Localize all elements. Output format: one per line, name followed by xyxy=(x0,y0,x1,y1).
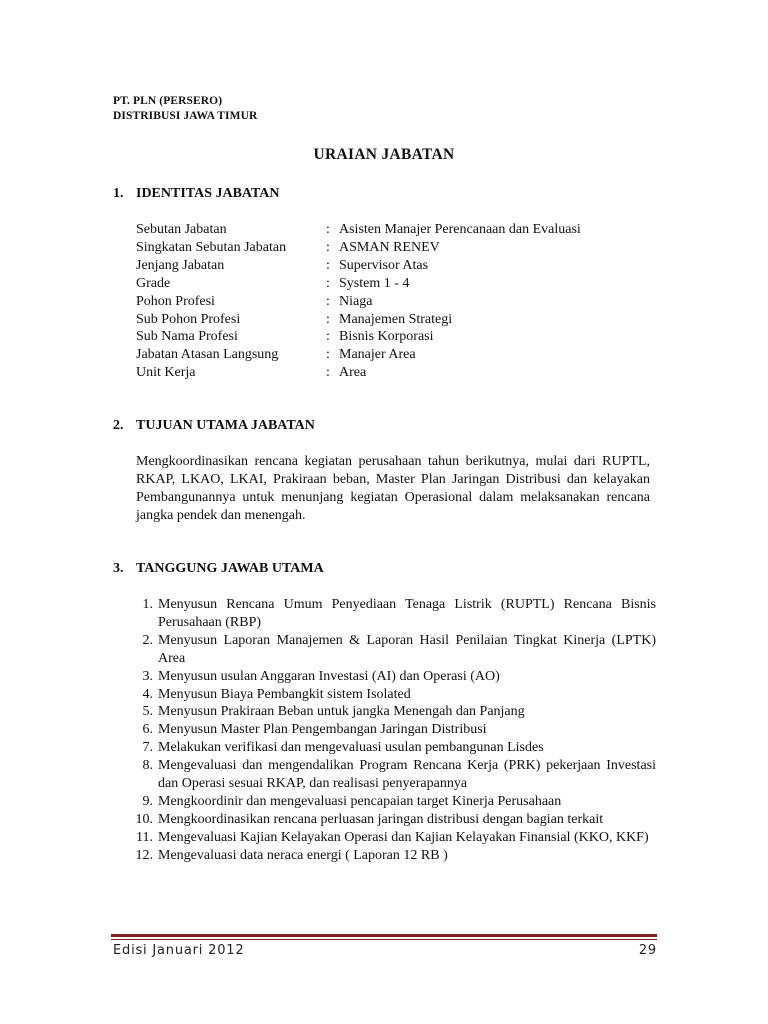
list-item-text: Mengevaluasi Kajian Kelayakan Operasi dan Kajian Kelayakan Finansial (KKO, KKF) xyxy=(158,829,649,845)
list-item xyxy=(113,811,656,829)
section-heading-identitas xyxy=(113,186,280,202)
list-item-text: Mengevaluasi dan mengendalikan Program Rencana Kerja (PRK) pekerjaan Investasi dan Operasi sesuai RKAP, dan realisasi penyerapannya xyxy=(158,758,656,792)
section-title: TUJUAN UTAMA JABATAN xyxy=(136,418,315,433)
identity-row xyxy=(136,364,581,382)
list-item-text: Menyusun usulan Anggaran Investasi (AI) dan Operasi (AO) xyxy=(158,668,500,684)
identity-row xyxy=(136,257,581,275)
footer-rule-thin xyxy=(111,939,657,940)
identity-label: Sub Nama Profesi xyxy=(136,329,238,345)
list-item xyxy=(113,632,656,668)
identity-colon: : xyxy=(326,275,330,291)
identity-table xyxy=(136,221,581,382)
list-item xyxy=(113,829,656,847)
list-item-text: Mengevaluasi data neraca energi ( Laporan 12 RB ) xyxy=(158,847,448,863)
list-item-text: Mengkoordinir dan mengevaluasi pencapaian target Kinerja Perusahaan xyxy=(158,793,562,809)
responsibilities-list xyxy=(113,596,656,865)
identity-colon: : xyxy=(326,347,330,363)
section-heading-tanggung-jawab xyxy=(113,561,324,577)
identity-value: Niaga xyxy=(339,293,373,309)
page-title: URAIAN JABATAN xyxy=(313,146,455,163)
division-name: DISTRIBUSI JAWA TIMUR xyxy=(113,110,258,122)
list-item xyxy=(113,847,656,865)
identity-row xyxy=(136,311,581,329)
list-item-number: 7. xyxy=(142,740,153,756)
identity-row xyxy=(136,293,581,311)
identity-value: Area xyxy=(339,365,367,381)
identity-value: Asisten Manajer Perencanaan dan Evaluasi xyxy=(339,222,581,237)
identity-label: Sub Pohon Profesi xyxy=(136,311,241,327)
list-item-number: 2. xyxy=(142,632,153,648)
section-title: TANGGUNG JAWAB UTAMA xyxy=(136,561,324,576)
list-item xyxy=(113,757,656,793)
list-item-number: 3. xyxy=(142,668,153,684)
identity-colon: : xyxy=(326,222,330,237)
list-item xyxy=(113,668,656,686)
section-number: 3. xyxy=(113,561,124,576)
identity-value: ASMAN RENEV xyxy=(339,239,440,255)
list-item-text: Mengkoordinasikan rencana perluasan jaringan distribusi dengan bagian terkait xyxy=(158,811,604,827)
section-number: 2. xyxy=(113,418,124,433)
purpose-paragraph: Mengkoordinasikan rencana kegiatan perusahaan tahun berikutnya, mulai dari RUPTL, RKAP, LKAO, LKAI, Prakiraan beban, Master Plan Jaringan Distribusi dan kelayakan Pembangunannya untuk menunjang kegiatan Operasional dalam melaksanakan rencana jangka pendek dan menengah. xyxy=(136,454,650,523)
list-item-number: 4. xyxy=(142,686,153,702)
list-item-number: 8. xyxy=(142,758,153,774)
identity-value: Supervisor Atas xyxy=(339,257,429,273)
section-heading-tujuan xyxy=(113,418,315,434)
list-item xyxy=(113,721,656,739)
list-item-number: 12. xyxy=(135,847,153,863)
list-item xyxy=(113,703,656,721)
list-item-text: Melakukan verifikasi dan mengevaluasi usulan pembangunan Lisdes xyxy=(158,740,544,756)
list-item-number: 1. xyxy=(142,597,153,612)
identity-label: Jabatan Atasan Langsung xyxy=(136,347,279,363)
list-item-number: 9. xyxy=(142,793,153,809)
identity-row xyxy=(136,328,581,346)
page-number: 29 xyxy=(638,943,657,958)
identity-colon: : xyxy=(326,257,330,273)
identity-value: Bisnis Korporasi xyxy=(339,329,434,345)
list-item xyxy=(113,686,656,704)
identity-label: Grade xyxy=(136,275,171,291)
list-item-number: 5. xyxy=(142,704,153,720)
list-item-number: 11. xyxy=(136,829,153,845)
list-item-text: Menyusun Rencana Umum Penyediaan Tenaga Listrik (RUPTL) Rencana Bisnis Perusahaan (RBP) xyxy=(158,597,656,630)
list-item xyxy=(113,739,656,757)
identity-label: Pohon Profesi xyxy=(136,293,215,309)
list-item-number: 10. xyxy=(135,811,153,827)
identity-value: Manajer Area xyxy=(339,347,416,363)
list-item-text: Menyusun Prakiraan Beban untuk jangka Menengah dan Panjang xyxy=(158,704,525,720)
identity-colon: : xyxy=(326,329,330,345)
company-name: PT. PLN (PERSERO) xyxy=(113,95,223,107)
identity-row xyxy=(136,221,581,239)
list-item-text: Menyusun Biaya Pembangkit sistem Isolated xyxy=(158,686,411,702)
section-number: 1. xyxy=(113,186,124,201)
identity-label: Unit Kerja xyxy=(136,365,196,381)
identity-value: System 1 - 4 xyxy=(339,275,410,291)
footer-rule-thick xyxy=(111,934,657,937)
identity-colon: : xyxy=(326,365,330,381)
section-title: IDENTITAS JABATAN xyxy=(136,186,280,201)
identity-colon: : xyxy=(326,293,330,309)
list-item-number: 6. xyxy=(142,722,153,738)
footer-edition: Edisi Januari 2012 xyxy=(113,943,245,958)
list-item-text: Menyusun Master Plan Pengembangan Jaringan Distribusi xyxy=(158,722,487,738)
identity-label: Singkatan Sebutan Jabatan xyxy=(136,239,287,255)
list-item-text: Menyusun Laporan Manajemen & Laporan Hasil Penilaian Tingkat Kinerja (LPTK) Area xyxy=(158,632,656,666)
identity-row xyxy=(136,275,581,293)
identity-colon: : xyxy=(326,311,330,327)
identity-label: Sebutan Jabatan xyxy=(136,222,227,237)
list-item xyxy=(113,596,656,632)
identity-row xyxy=(136,346,581,364)
identity-value: Manajemen Strategi xyxy=(339,311,453,327)
identity-label: Jenjang Jabatan xyxy=(136,257,225,273)
identity-colon: : xyxy=(326,239,330,255)
list-item xyxy=(113,793,656,811)
identity-row xyxy=(136,239,581,257)
